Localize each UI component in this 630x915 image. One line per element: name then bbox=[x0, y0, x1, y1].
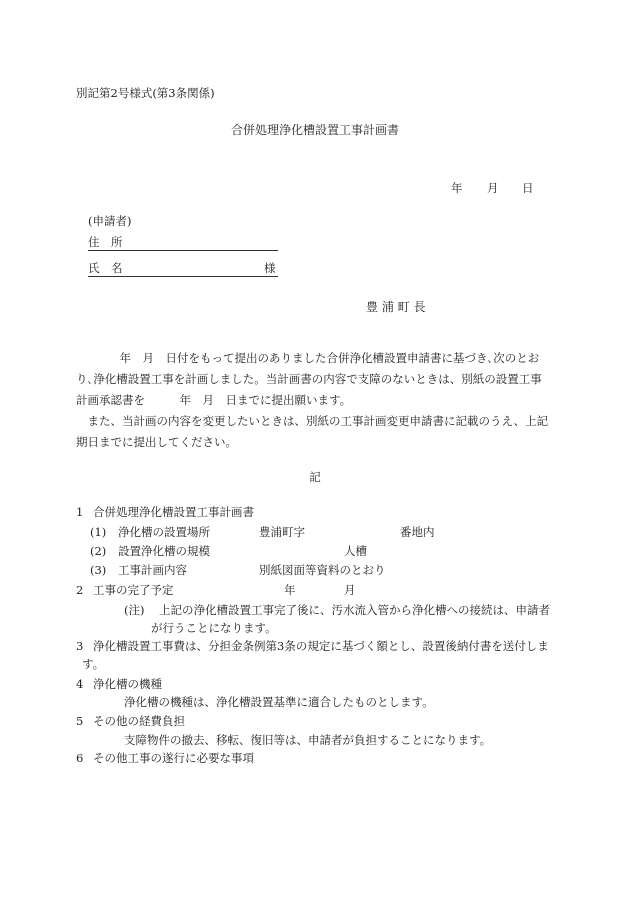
item-1-1-number: (1) bbox=[90, 525, 107, 539]
item-3-line2: す。 bbox=[82, 657, 105, 671]
document-title: 合併処理浄化槽設置工事計画書 bbox=[230, 123, 399, 137]
item-1-3-value: 別紙図面等資料のとおり bbox=[259, 563, 386, 577]
date-day: 日 bbox=[522, 181, 534, 195]
body-p2-line1: また、当計画の内容を変更したいときは、別紙の工事計画変更申請書に記載のうえ、上記 bbox=[76, 414, 549, 428]
body-p1-line1: 年 月 日付をもって提出のありました合併浄化槽設置申請書に基づき､次のとお bbox=[108, 351, 540, 365]
body-p2-line2: 期日までに提出してください。 bbox=[76, 435, 237, 449]
item-4-number: 4 bbox=[76, 677, 84, 691]
item-3-number: 3 bbox=[76, 639, 84, 653]
note-line2: が行うことになります。 bbox=[151, 621, 277, 635]
item-1-3-number: (3) bbox=[90, 563, 107, 577]
applicant-heading: (申請者) bbox=[88, 214, 132, 228]
item-1-1-value-town: 豊浦町字 bbox=[259, 525, 305, 539]
item-3-line1: 浄化槽設置工事費は、分担金条例第3条の規定に基づく額とし、設置後納付書を送付しま bbox=[93, 639, 549, 653]
item-2-text: 工事の完了予定 bbox=[93, 583, 174, 597]
issuer: 豊 浦 町 長 bbox=[366, 300, 426, 314]
form-reference: 別記第2号様式(第3条関係) bbox=[76, 86, 215, 100]
note-label: (注) bbox=[124, 603, 145, 617]
item-1-2-label: 設置浄化槽の規模 bbox=[118, 544, 210, 558]
item-1-1-value-lot: 番地内 bbox=[400, 525, 435, 539]
item-4-detail: 浄化槽の機種は、浄化槽設置基準に適合したものとします。 bbox=[124, 695, 434, 709]
item-1-2-value: 人槽 bbox=[344, 544, 367, 558]
item-2-number: 2 bbox=[76, 583, 84, 597]
body-p1-line3: 計画承認書を 年 月 日までに提出願います。 bbox=[76, 393, 352, 407]
name-suffix: 様 bbox=[264, 261, 276, 275]
item-6-number: 6 bbox=[76, 751, 84, 765]
item-6-text: その他工事の遂行に必要な事項 bbox=[93, 751, 254, 765]
item-1-number: 1 bbox=[76, 505, 84, 519]
item-1-2-number: (2) bbox=[90, 544, 107, 558]
name-field-line[interactable] bbox=[88, 276, 278, 277]
address-label: 住 所 bbox=[88, 235, 123, 249]
name-label: 氏 名 bbox=[88, 261, 123, 275]
item-4-text: 浄化槽の機種 bbox=[93, 677, 162, 691]
item-5-detail: 支障物件の撤去、移転、復旧等は、申請者が負担することになります。 bbox=[124, 733, 492, 747]
item-1-3-label: 工事計画内容 bbox=[118, 563, 187, 577]
date-year: 年 bbox=[451, 181, 463, 195]
item-1-text: 合併処理浄化槽設置工事計画書 bbox=[93, 505, 254, 519]
ki-heading: 記 bbox=[309, 470, 321, 484]
date-month: 月 bbox=[487, 181, 499, 195]
item-1-1-label: 浄化槽の設置場所 bbox=[118, 525, 210, 539]
item-5-number: 5 bbox=[76, 714, 84, 728]
body-p1-line2: り､浄化槽設置工事を計画しました。当計画書の内容で支障のないときは、別紙の設置工事 bbox=[76, 372, 542, 386]
address-field-line[interactable] bbox=[88, 250, 278, 251]
item-2-month: 月 bbox=[344, 583, 356, 597]
item-2-year: 年 bbox=[284, 583, 296, 597]
note-line1: 上記の浄化槽設置工事完了後に、汚水流入管から浄化槽への接続は、申請者 bbox=[159, 603, 550, 617]
item-5-text: その他の経費負担 bbox=[93, 714, 185, 728]
